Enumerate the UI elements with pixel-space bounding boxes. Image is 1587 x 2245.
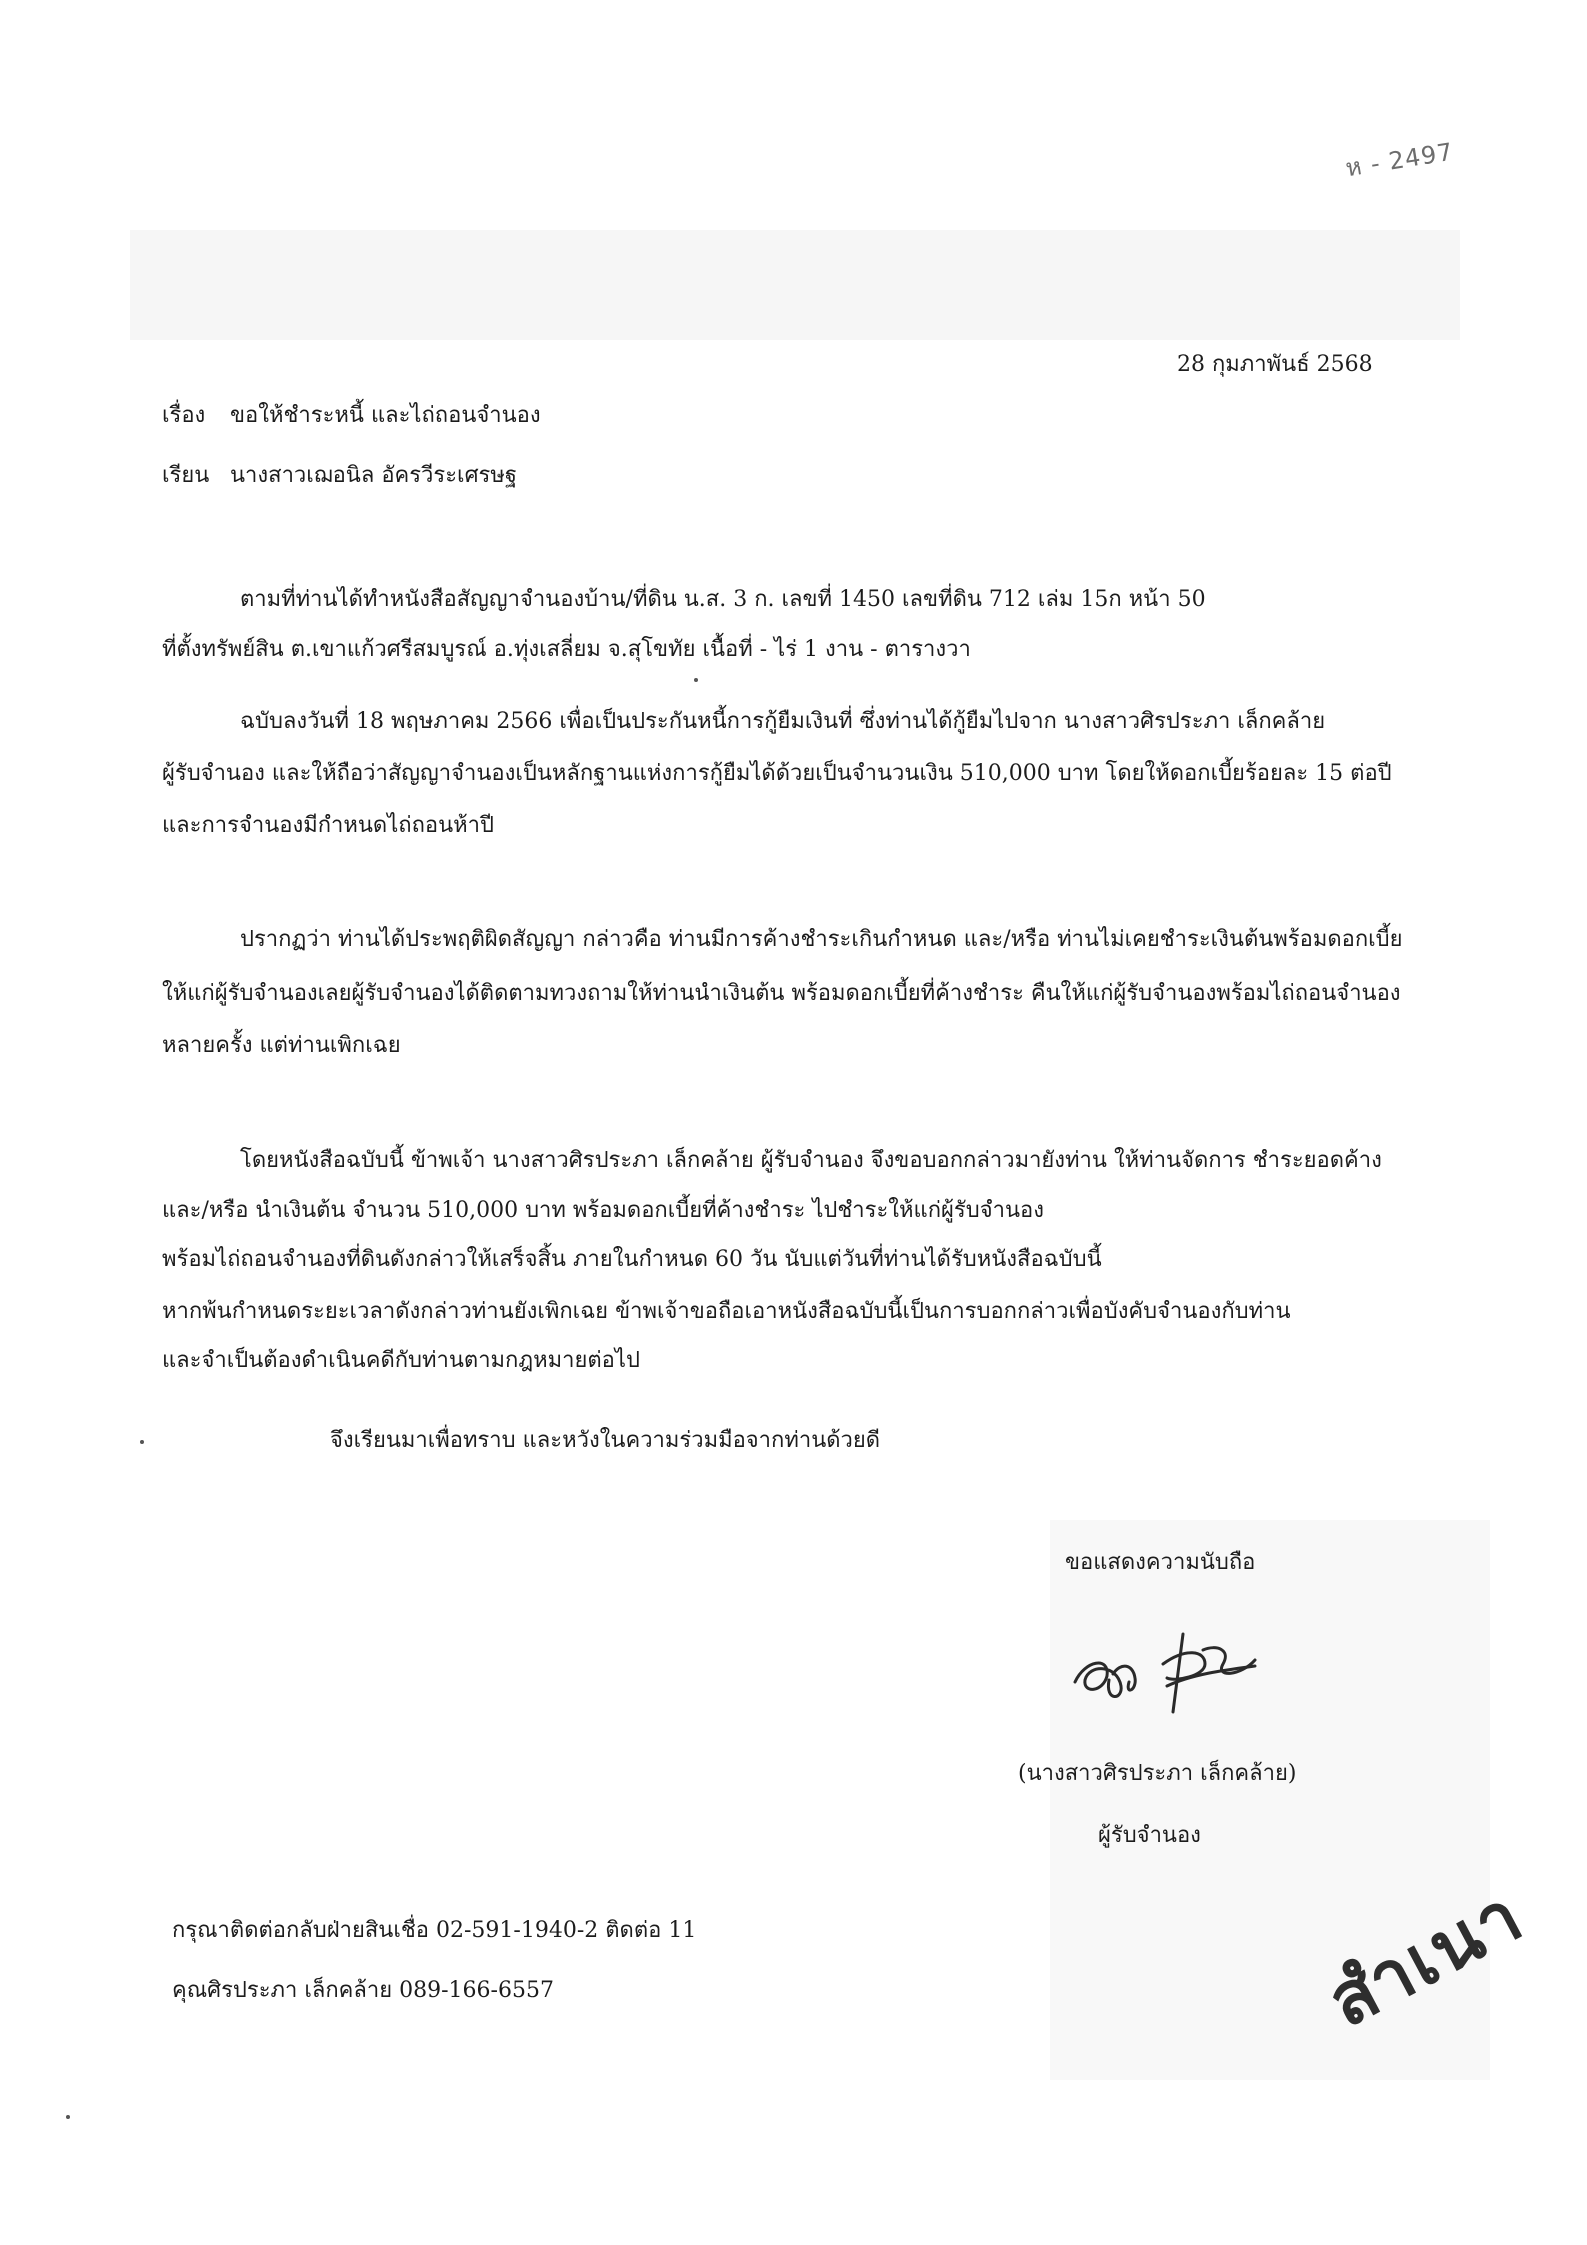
paragraph-line: ฉบับลงวันที่ 18 พฤษภาคม 2566 เพื่อเป็นประกันหนี้การกู้ยืมเงินที่ ซึ่งท่านได้กู้ยืมไปจาก นางสาวศิรประภา เล็กคล้าย — [240, 709, 1326, 734]
reference-number: ห - 2497 — [1343, 137, 1456, 183]
paragraph-line: พร้อมไถ่ถอนจำนองที่ดินดังกล่าวให้เสร็จสิ้น ภายในกำหนด 60 วัน นับแต่วันที่ท่านได้รับหนังสือฉบับนี้ — [162, 1247, 1102, 1272]
valediction: ขอแสดงความนับถือ — [1065, 1550, 1256, 1575]
subject-text: ขอให้ชำระหนี้ และไถ่ถอนจำนอง — [230, 403, 541, 428]
paragraph-line: และการจำนองมีกำหนดไถ่ถอนห้าปี — [162, 813, 494, 838]
signer-role: ผู้รับจำนอง — [1098, 1823, 1201, 1848]
paragraph-line: และจำเป็นต้องดำเนินคดีกับท่านตามกฎหมายต่อไป — [162, 1348, 640, 1373]
recipient-name: นางสาวเฌอนิล อัครวีระเศรษฐ — [230, 463, 517, 488]
scan-shade — [130, 230, 1460, 340]
paragraph-line: โดยหนังสือฉบับนี้ ข้าพเจ้า นางสาวศิรประภา เล็กคล้าย ผู้รับจำนอง จึงขอบอกกล่าวมายังท่าน ให้ท่านจัดการ ชำระยอดค้าง — [240, 1148, 1382, 1173]
closing-line: จึงเรียนมาเพื่อทราบ และหวังในความร่วมมือจากท่านด้วยดี — [330, 1428, 881, 1453]
paragraph-line: ให้แก่ผู้รับจำนองเลยผู้รับจำนองได้ติดตามทวงถามให้ท่านนำเงินต้น พร้อมดอกเบี้ยที่ค้างชำระ คืนให้แก่ผู้รับจำนองพร้อมไถ่ถอนจำนอง — [162, 981, 1401, 1006]
scan-speck — [694, 678, 698, 682]
recipient-label: เรียน — [162, 463, 210, 488]
contact-line-person: คุณศิรประภา เล็กคล้าย 089-166-6557 — [172, 1978, 554, 2003]
copy-stamp: สำเนา — [1314, 1872, 1537, 2044]
scan-speck — [140, 1440, 144, 1444]
paragraph-line: ตามที่ท่านได้ทำหนังสือสัญญาจำนองบ้าน/ที่ดิน น.ส. 3 ก. เลขที่ 1450 เลขที่ดิน 712 เล่ม 15ก หน้า 50 — [240, 587, 1206, 612]
signer-name: (นางสาวศิรประภา เล็กคล้าย) — [1018, 1761, 1297, 1786]
letter-date: 28 กุมภาพันธ์ 2568 — [1177, 352, 1373, 377]
paragraph-line: และ/หรือ นำเงินต้น จำนวน 510,000 บาท พร้อมดอกเบี้ยที่ค้างชำระ ไปชำระให้แก่ผู้รับจำนอง — [162, 1198, 1044, 1223]
scan-speck — [66, 2115, 70, 2119]
paragraph-line: ผู้รับจำนอง และให้ถือว่าสัญญาจำนองเป็นหลักฐานแห่งการกู้ยืมได้ด้วยเป็นจำนวนเงิน 510,000 บาท โดยให้ดอกเบี้ยร้อยละ 15 ต่อปี — [162, 761, 1392, 786]
paragraph-line: ที่ตั้งทรัพย์สิน ต.เขาแก้วศรีสมบูรณ์ อ.ทุ่งเสลี่ยม จ.สุโขทัย เนื้อที่ - ไร่ 1 งาน - ตารางวา — [162, 637, 971, 662]
paragraph-line: หากพ้นกำหนดระยะเวลาดังกล่าวท่านยังเพิกเฉย ข้าพเจ้าขอถือเอาหนังสือฉบับนี้เป็นการบอกกล่าวเพื่อบังคับจำนองกับท่าน — [162, 1299, 1291, 1324]
paragraph-line: ปรากฏว่า ท่านได้ประพฤติผิดสัญญา กล่าวคือ ท่านมีการค้างชำระเกินกำหนด และ/หรือ ท่านไม่เคยชำระเงินต้นพร้อมดอกเบี้ย — [240, 927, 1403, 952]
paragraph-line: หลายครั้ง แต่ท่านเพิกเฉย — [162, 1033, 401, 1058]
subject-label: เรื่อง — [162, 403, 206, 428]
handwritten-signature — [1055, 1620, 1295, 1720]
contact-line-credit: กรุณาติดต่อกลับฝ่ายสินเชื่อ 02-591-1940-2 ติดต่อ 11 — [172, 1918, 697, 1943]
